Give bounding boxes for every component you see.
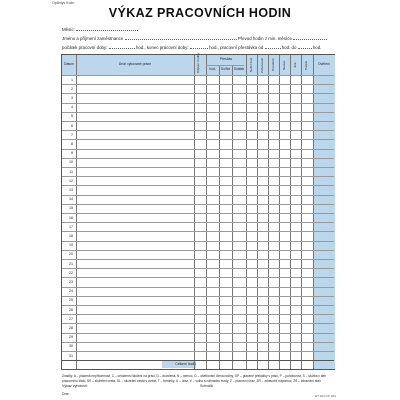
day-number: 4 [71, 105, 73, 110]
checked-by-field[interactable] [200, 384, 213, 388]
day-number: 8 [71, 142, 73, 146]
page-title: VÝKAZ PRACOVNÍCH HODIN [108, 6, 292, 20]
name-label: Jméno a příjmení zaměstnance [62, 36, 124, 41]
overtime-sub-2: So/Ne [220, 67, 231, 71]
table-row[interactable] [62, 149, 334, 150]
col-extra-2-header: Nemoc [282, 60, 286, 70]
start-suffix-label: hod., konec pracovní doby: [135, 45, 189, 50]
table-row[interactable] [62, 204, 334, 205]
table-row[interactable] [62, 84, 334, 85]
prepared-by-label: Výkaz vyhotovil: [62, 384, 88, 388]
day-number: 2 [71, 86, 73, 91]
day-number: 20 [69, 252, 73, 257]
col-overtime-header: Přesčas [219, 57, 233, 61]
start-time-label: počátek pracovní doby: [62, 45, 108, 50]
day-number: 15 [69, 206, 73, 211]
table-row[interactable] [62, 75, 334, 76]
table-row[interactable] [62, 268, 334, 269]
day-number: 31 [69, 353, 73, 358]
day-number: 24 [69, 289, 73, 294]
day-number: 6 [71, 123, 73, 128]
table-row[interactable] [62, 158, 334, 159]
table-row[interactable] [62, 93, 334, 94]
day-number: 16 [69, 215, 73, 220]
publisher-label: Optimys Kolín [52, 1, 75, 5]
table-row[interactable] [62, 333, 334, 334]
day-number: 26 [69, 307, 73, 312]
table-row[interactable] [62, 323, 334, 324]
table-row[interactable] [62, 296, 334, 297]
day-number: 7 [71, 132, 73, 137]
table-row[interactable] [62, 314, 334, 315]
table-row[interactable] [62, 231, 334, 232]
day-number: 21 [69, 261, 73, 266]
col-worked-header: Odprac. hodiny [196, 52, 200, 73]
table-row[interactable] [62, 176, 334, 177]
name-field[interactable] [62, 36, 327, 41]
day-number: 5 [71, 114, 73, 119]
col-signature-header: Podpis [304, 60, 308, 70]
break-to-suffix-label: hod. [312, 45, 322, 50]
total-hours-label: Celkem hodin [162, 361, 196, 368]
day-number: 22 [69, 270, 73, 275]
col-note-header: Ověření [317, 62, 331, 66]
table-row[interactable] [62, 250, 334, 251]
date-label: Dne: [62, 392, 70, 396]
day-number: 18 [69, 234, 73, 238]
month-field[interactable] [62, 27, 138, 32]
col-day-header: Datum [64, 62, 74, 66]
legend-text: Značky: A – placená nepřítomnost, C – celodenní školení na práci, D – dovolená, N – nemoc, O – ošetřování člena rodiny, OP – placené překážky v práci, P – pohotovost, S – služba v den pracovního klidu, SK – služební cesta, SL – služební cesta v cizině, T – tréninky, U – úraz, V – volno s náhradou mzdy, Z – pracovní úraz, ZR – zdravotní nápomoc, ZS – zdravotní stav. [62, 374, 327, 383]
timesheet-table [61, 54, 335, 370]
table-row[interactable] [62, 195, 334, 196]
col-night-header: Noční hod. [249, 57, 253, 73]
table-row[interactable] [62, 287, 334, 288]
overtime-sub-3: Svátek [233, 67, 245, 71]
overtime-subheader-line [206, 65, 244, 66]
col-extra-3-header: Jiné [293, 62, 297, 68]
table-row[interactable] [62, 139, 334, 140]
day-number: 17 [69, 224, 73, 229]
day-number: 28 [69, 326, 73, 330]
day-number: 25 [69, 298, 73, 303]
table-row[interactable] [62, 305, 334, 306]
day-number: 3 [71, 96, 73, 100]
day-number: 13 [69, 188, 73, 192]
table-bottom-line [62, 360, 334, 361]
date-field[interactable] [62, 392, 70, 396]
prepared-by-field[interactable] [62, 384, 88, 388]
table-row[interactable] [62, 351, 334, 352]
table-row[interactable] [62, 185, 334, 186]
month-label: Měsíc: [62, 27, 75, 32]
table-row[interactable] [62, 342, 334, 343]
table-row[interactable] [62, 222, 334, 223]
end-suffix-label: hod., pracovní přestávka od [209, 45, 264, 50]
day-number: 11 [69, 169, 73, 174]
day-number: 14 [69, 197, 73, 202]
work-time-field[interactable] [62, 45, 321, 50]
col-standby-header: Pohotovost [260, 57, 264, 73]
table-row[interactable] [62, 130, 334, 131]
col-work-header: Druh vykonané práce [118, 62, 152, 66]
day-number: 29 [69, 335, 73, 340]
day-number: 12 [69, 178, 73, 183]
table-row[interactable] [62, 259, 334, 260]
day-number: 30 [69, 344, 73, 349]
day-number: 9 [71, 151, 73, 156]
col-extra-1-header: Dovolená [271, 58, 275, 72]
break-to-label: hod. do [281, 45, 297, 50]
form-code: ET 204 OP 1B1 [315, 394, 336, 398]
day-number: 27 [69, 316, 73, 321]
hours-transfer-label: Převod hodin z min. měsíce [237, 36, 292, 41]
table-row[interactable] [62, 167, 334, 168]
overtime-sub-1: hod. [209, 67, 216, 71]
day-number: 10 [69, 160, 73, 165]
day-number: 23 [69, 280, 73, 284]
table-row[interactable] [62, 241, 334, 242]
checked-by-label: Schválil: [200, 384, 214, 388]
table-row[interactable] [62, 112, 334, 113]
table-row[interactable] [62, 277, 334, 278]
table-row[interactable] [62, 103, 334, 104]
day-number: 19 [69, 243, 73, 248]
day-number: 1 [71, 77, 73, 82]
table-row[interactable] [62, 213, 334, 214]
table-row[interactable] [62, 121, 334, 122]
